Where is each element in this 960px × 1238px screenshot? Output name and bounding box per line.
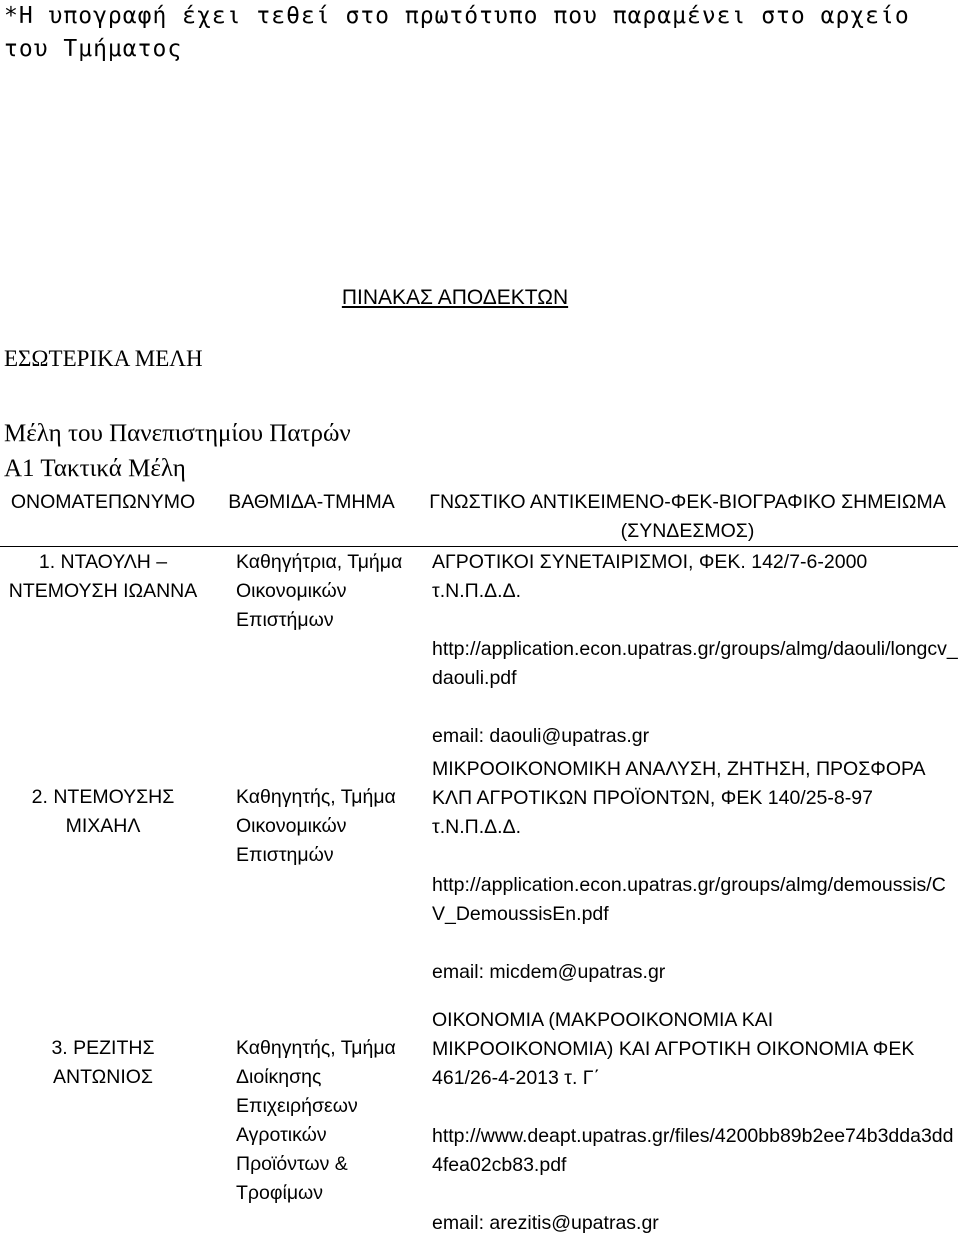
member-field: ΑΓΡΟΤΙΚΟΙ ΣΥΝΕΤΑΙΡΙΣΜΟΙ, ΦΕΚ. 142/7-6-2000 τ.Ν.Π.Δ.Δ. — [432, 551, 868, 602]
member-details — [417, 1006, 958, 1238]
member-details — [417, 547, 958, 756]
member-rank: Καθηγήτρια, Τμήμα Οικονομικών Επιστήμων — [236, 551, 403, 631]
table-row — [0, 547, 958, 756]
member-email[interactable]: email: micdem@upatras.gr — [432, 961, 666, 983]
page-title: ΠΙΝΑΚΑΣ ΑΠΟΔΕΚΤΩΝ — [341, 286, 569, 309]
member-email[interactable]: email: daouli@upatras.gr — [432, 725, 650, 747]
member-field: ΜΙΚΡΟΟΙΚΟΝΟΜΙΚΗ ΑΝΑΛΥΣΗ, ΖΗΤΗΣΗ, ΠΡΟΣΦΟΡΑ ΚΛΠ ΑΓΡΟΤΙΚΩΝ ΠΡΟΪΟΝΤΩΝ, ΦΕΚ 140/25-8-97 τ.Ν.Π.Δ.Δ. — [432, 758, 925, 838]
member-name: 2. ΝΤΕΜΟΥΣΗΣ ΜΙΧΑΗΛ — [31, 786, 175, 837]
member-email[interactable]: email: arezitis@upatras.gr — [432, 1212, 659, 1234]
member-details — [417, 755, 958, 1006]
recipients-table — [0, 488, 958, 1238]
section-heading: ΕΣΩΤΕΡΙΚΑ ΜΕΛΗ — [4, 346, 203, 371]
column-header-field: ΓΝΩΣΤΙΚΟ ΑΝΤΙΚΕΙΜΕΝΟ-ΦΕΚ-ΒΙΟΓΡΑΦΙΚΟ ΣΗΜΕΙΩΜΑ (ΣΥΝΔΕΣΜΟΣ) — [417, 488, 958, 547]
table-row — [0, 1006, 958, 1238]
subheading-university: Μέλη του Πανεπιστημίου Πατρών — [4, 420, 351, 447]
member-rank: Καθηγητής, Τμήμα Οικονομικών Επιστημών — [236, 786, 396, 866]
table-header-row — [0, 488, 958, 547]
member-name: 3. ΡΕΖΙΤΗΣ ΑΝΤΩΝΙΟΣ — [51, 1037, 155, 1088]
signature-note: *Η υπογραφή έχει τεθεί στο πρωτότυπο που παραμένει στο αρχείο του Τμήματος — [4, 3, 910, 62]
subheading-members: Α1 Τακτικά Μέλη — [4, 455, 186, 482]
column-header-rank: ΒΑΘΜΙΔΑ-ΤΜΗΜΑ — [206, 488, 417, 547]
cv-link[interactable]: http://www.deapt.upatras.gr/files/4200bb89b2ee74b3dda3dd4fea02cb83.pdf — [432, 1125, 954, 1176]
cv-link[interactable]: http://application.econ.upatras.gr/groups/almg/demoussis/CV_DemoussisEn.pdf — [432, 874, 946, 925]
member-rank: Καθηγητής, Τμήμα Διοίκησης Επιχειρήσεων Αγροτικών Προϊόντων & Τροφίμων — [236, 1037, 396, 1204]
member-name: 1. ΝΤΑΟΥΛΗ – ΝΤΕΜΟΥΣΗ ΙΩΑΝΝΑ — [8, 551, 198, 602]
cv-link[interactable]: http://application.econ.upatras.gr/groups/almg/daouli/longcv_daouli.pdf — [432, 638, 958, 689]
table-row — [0, 755, 958, 1006]
column-header-name: ΟΝΟΜΑΤΕΠΩΝΥΜΟ — [0, 488, 206, 547]
member-field: ΟΙΚΟΝΟΜΙΑ (ΜΑΚΡΟΟΙΚΟΝΟΜΙΑ ΚΑΙ ΜΙΚΡΟΟΙΚΟΝΟΜΙΑ) ΚΑΙ ΑΓΡΟΤΙΚΗ ΟΙΚΟΝΟΜΙΑ ΦΕΚ 461/26-4-2013 τ. Γ΄ — [432, 1009, 915, 1089]
